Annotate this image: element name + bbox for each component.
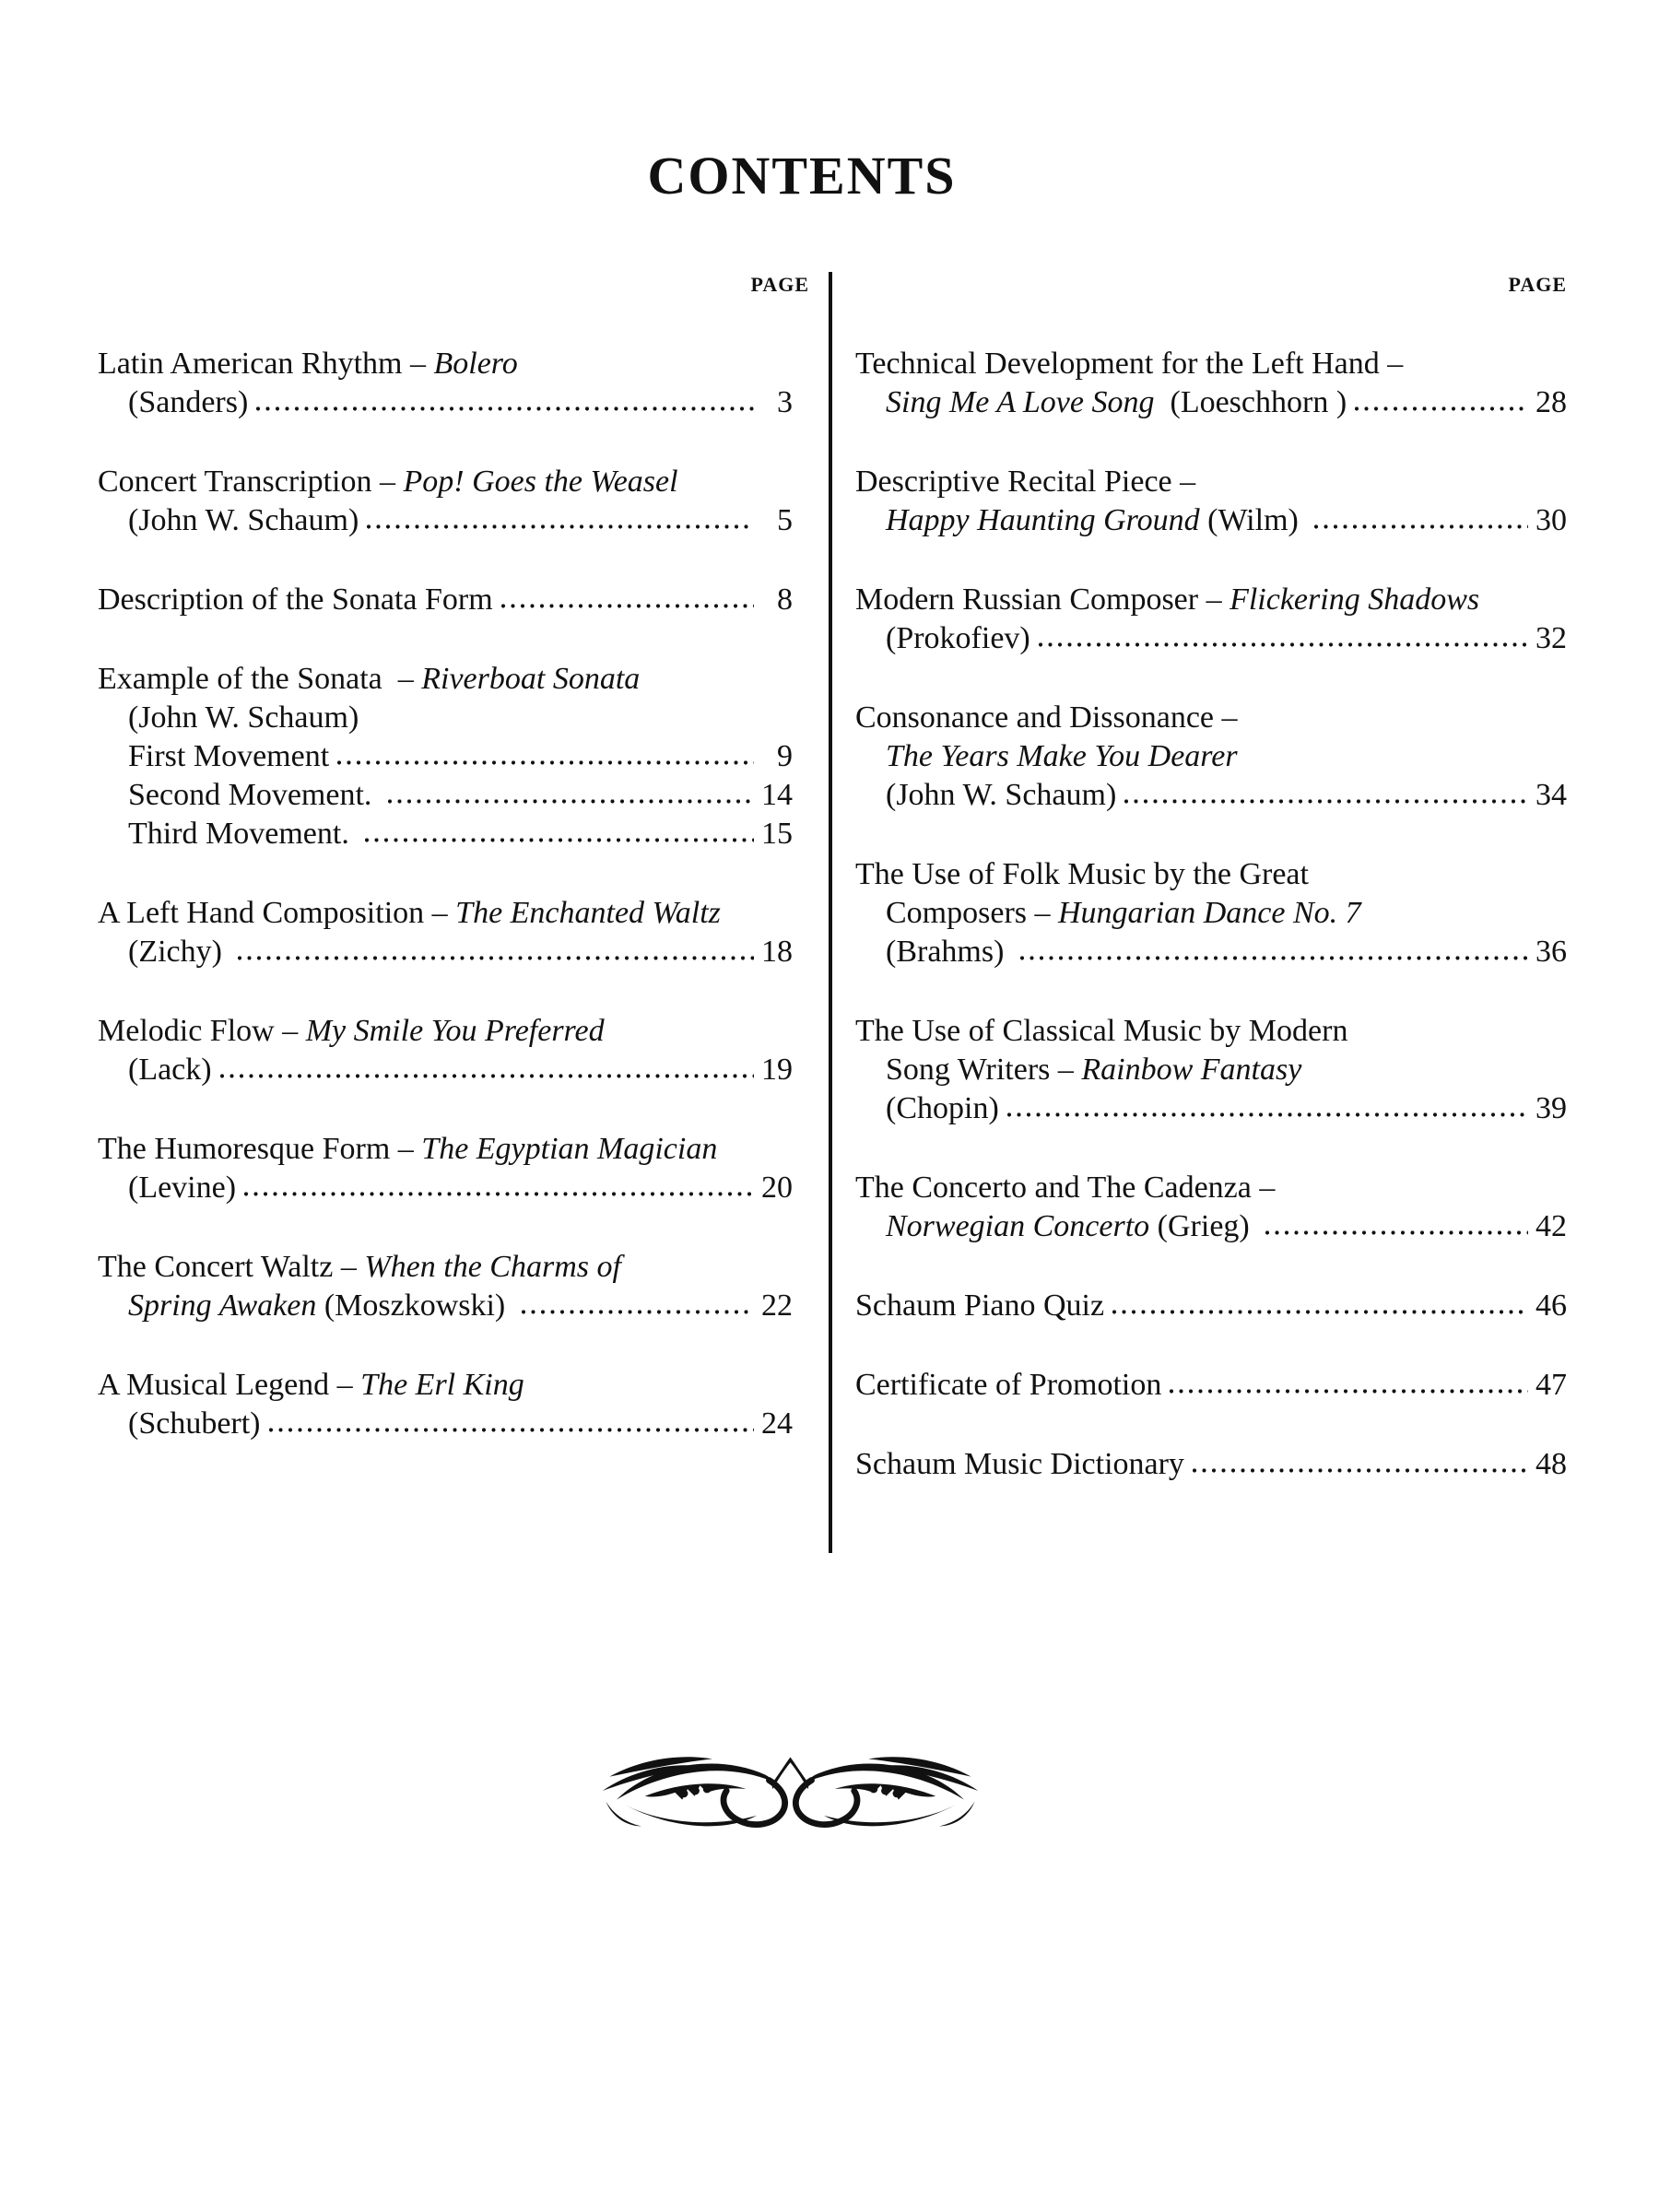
toc-line bbox=[855, 776, 1567, 815]
toc-entry bbox=[98, 1248, 793, 1325]
toc-entry bbox=[855, 345, 1567, 422]
entry-text: (John W. Schaum) bbox=[128, 503, 359, 537]
toc-line bbox=[98, 737, 793, 776]
entry-text: Certificate of Promotion bbox=[855, 1368, 1162, 1402]
entry-text: (John W. Schaum) bbox=[886, 778, 1117, 812]
dot-leader bbox=[1190, 1467, 1528, 1474]
toc-line bbox=[98, 581, 793, 619]
dot-leader bbox=[266, 1427, 754, 1433]
page-number: 48 bbox=[1535, 1447, 1567, 1481]
entry-text: The Concerto and The Cadenza – bbox=[855, 1171, 1276, 1205]
toc-entry bbox=[855, 581, 1567, 658]
piece-title-italic: Norwegian Concerto bbox=[886, 1209, 1150, 1243]
entry-text: Example of the Sonata – bbox=[98, 662, 422, 696]
toc-entry bbox=[98, 581, 793, 619]
dot-leader bbox=[362, 837, 754, 843]
piece-title-italic: Riverboat Sonata bbox=[421, 662, 641, 696]
toc-line bbox=[98, 1405, 793, 1443]
toc-entries-right bbox=[855, 345, 1567, 1484]
piece-title-italic: Rainbow Fantasy bbox=[1081, 1053, 1302, 1087]
entry-text: Composers – bbox=[886, 896, 1058, 930]
piece-title-italic: The Years Make You Dearer bbox=[886, 739, 1238, 773]
toc-line bbox=[98, 699, 793, 737]
calligraphic-flourish-icon bbox=[594, 1745, 986, 1837]
page-number: 36 bbox=[1535, 935, 1567, 969]
toc-line bbox=[855, 1169, 1567, 1207]
entry-text: (Chopin) bbox=[886, 1091, 999, 1125]
toc-line bbox=[855, 1287, 1567, 1325]
entry-text: (Zichy) bbox=[128, 935, 230, 969]
toc-line bbox=[855, 1089, 1567, 1128]
piece-title-italic: Bolero bbox=[433, 347, 518, 381]
dot-leader bbox=[1018, 955, 1528, 961]
page-number: 5 bbox=[777, 503, 793, 537]
toc-entry bbox=[855, 699, 1567, 815]
page-number: 19 bbox=[761, 1053, 793, 1087]
toc-line bbox=[98, 383, 793, 422]
entry-text: Latin American Rhythm – bbox=[98, 347, 434, 381]
entry-text: (Levine) bbox=[128, 1171, 237, 1205]
toc-line bbox=[98, 933, 793, 971]
toc-entry bbox=[98, 660, 793, 853]
toc-entries-left bbox=[98, 345, 793, 1443]
toc-column-left bbox=[98, 273, 809, 1484]
column-divider bbox=[829, 272, 832, 1553]
entry-text: Consonance and Dissonance – bbox=[855, 700, 1238, 735]
dot-leader bbox=[241, 1191, 754, 1197]
toc-line bbox=[98, 1130, 793, 1169]
toc-line bbox=[855, 581, 1567, 619]
toc-line bbox=[98, 501, 793, 540]
toc-line bbox=[855, 345, 1567, 383]
toc-entry bbox=[855, 855, 1567, 971]
page-title: CONTENTS bbox=[647, 146, 957, 206]
piece-title-italic: Flickering Shadows bbox=[1230, 582, 1480, 617]
piece-title-italic: When the Charms of bbox=[364, 1250, 621, 1284]
toc-entry bbox=[855, 1169, 1567, 1246]
entry-text: (Wilm) bbox=[1199, 503, 1307, 537]
toc-line bbox=[98, 776, 793, 815]
dot-leader bbox=[364, 524, 754, 530]
entry-text: Song Writers – bbox=[886, 1053, 1082, 1087]
toc-entry bbox=[855, 463, 1567, 540]
page-number: 46 bbox=[1535, 1288, 1567, 1323]
entry-text: (Brahms) bbox=[886, 935, 1012, 969]
toc-entry bbox=[98, 1366, 793, 1443]
toc-line bbox=[855, 501, 1567, 540]
toc-line bbox=[98, 345, 793, 383]
page-number: 30 bbox=[1535, 503, 1567, 537]
page-number: 42 bbox=[1535, 1209, 1567, 1243]
toc-line bbox=[855, 1445, 1567, 1484]
piece-title-italic: The Egyptian Magician bbox=[421, 1132, 718, 1166]
entry-text: First Movement bbox=[128, 739, 330, 773]
toc-line bbox=[855, 1366, 1567, 1405]
dot-leader bbox=[385, 798, 754, 805]
entry-text: Third Movement. bbox=[128, 817, 358, 851]
page-number: 34 bbox=[1535, 778, 1567, 812]
piece-title-italic: Sing Me A Love Song bbox=[886, 385, 1155, 419]
toc-entry bbox=[98, 1130, 793, 1207]
entry-text: Modern Russian Composer – bbox=[855, 582, 1230, 617]
toc-line bbox=[855, 699, 1567, 737]
page-number: 22 bbox=[761, 1288, 793, 1323]
entry-text: (Schubert) bbox=[128, 1406, 261, 1441]
entry-text: The Concert Waltz – bbox=[98, 1250, 365, 1284]
toc-line bbox=[98, 463, 793, 501]
toc-entry bbox=[855, 1445, 1567, 1484]
entry-text: (Loeschhorn ) bbox=[1154, 385, 1347, 419]
toc-line bbox=[98, 1012, 793, 1051]
dot-leader bbox=[1110, 1309, 1528, 1315]
toc-line bbox=[855, 1207, 1567, 1246]
toc-entry bbox=[98, 1012, 793, 1089]
entry-text: (Lack) bbox=[128, 1053, 212, 1087]
entry-text: (Moszkowski) bbox=[316, 1288, 513, 1323]
piece-title-italic: Pop! Goes the Weasel bbox=[403, 465, 678, 499]
entry-text: A Left Hand Composition – bbox=[98, 896, 456, 930]
toc-line bbox=[98, 1287, 793, 1325]
toc-entry bbox=[98, 345, 793, 422]
toc-line bbox=[98, 894, 793, 933]
toc-entry bbox=[855, 1012, 1567, 1128]
piece-title-italic: Happy Haunting Ground bbox=[886, 503, 1200, 537]
piece-title-italic: My Smile You Preferred bbox=[305, 1014, 605, 1048]
entry-text: Melodic Flow – bbox=[98, 1014, 306, 1048]
entry-text: The Use of Folk Music by the Great bbox=[855, 857, 1309, 891]
dot-leader bbox=[335, 759, 754, 766]
page-number: 18 bbox=[761, 935, 793, 969]
toc-line bbox=[98, 815, 793, 853]
dot-leader bbox=[1312, 524, 1528, 530]
toc-line bbox=[98, 1248, 793, 1287]
page-number: 20 bbox=[761, 1171, 793, 1205]
entry-text: Concert Transcription – bbox=[98, 465, 404, 499]
entry-text: Technical Development for the Left Hand – bbox=[855, 347, 1404, 381]
entry-text: The Humoresque Form – bbox=[98, 1132, 422, 1166]
dot-leader bbox=[519, 1309, 754, 1315]
piece-title-italic: Hungarian Dance No. 7 bbox=[1058, 896, 1361, 930]
toc-entry bbox=[855, 1366, 1567, 1405]
toc-entry bbox=[855, 1287, 1567, 1325]
toc-line bbox=[855, 933, 1567, 971]
entry-text: Second Movement. bbox=[128, 778, 380, 812]
toc-line bbox=[855, 737, 1567, 776]
page-number: 47 bbox=[1535, 1368, 1567, 1402]
entry-text: A Musical Legend – bbox=[98, 1368, 361, 1402]
page-header-label-right: PAGE bbox=[1508, 273, 1567, 296]
page-number: 3 bbox=[777, 385, 793, 419]
dot-leader bbox=[1122, 798, 1528, 805]
entry-text: Schaum Music Dictionary bbox=[855, 1447, 1184, 1481]
page-number: 15 bbox=[761, 817, 793, 851]
toc-line bbox=[98, 660, 793, 699]
entry-text: Descriptive Recital Piece – bbox=[855, 465, 1196, 499]
toc-line bbox=[98, 1366, 793, 1405]
entry-text: (John W. Schaum) bbox=[128, 700, 359, 735]
toc-line bbox=[855, 383, 1567, 422]
toc-line bbox=[98, 1169, 793, 1207]
dot-leader bbox=[253, 406, 754, 412]
entry-text: Description of the Sonata Form bbox=[98, 582, 493, 617]
entry-text: The Use of Classical Music by Modern bbox=[855, 1014, 1348, 1048]
page-header-label-left: PAGE bbox=[750, 273, 809, 296]
dot-leader bbox=[1263, 1230, 1528, 1236]
page-number: 24 bbox=[761, 1406, 793, 1441]
entry-text: (Prokofiev) bbox=[886, 621, 1030, 655]
dot-leader bbox=[218, 1073, 754, 1079]
dot-leader bbox=[1167, 1388, 1528, 1394]
piece-title-italic: The Enchanted Waltz bbox=[455, 896, 721, 930]
toc-line bbox=[855, 855, 1567, 894]
toc-line bbox=[855, 894, 1567, 933]
toc-line bbox=[98, 1051, 793, 1089]
piece-title-italic: The Erl King bbox=[360, 1368, 524, 1402]
entry-text: Schaum Piano Quiz bbox=[855, 1288, 1105, 1323]
dot-leader bbox=[1005, 1112, 1528, 1118]
dot-leader bbox=[499, 603, 754, 609]
toc-line bbox=[855, 463, 1567, 501]
dot-leader bbox=[1352, 406, 1528, 412]
dot-leader bbox=[1036, 641, 1528, 648]
toc-line bbox=[855, 619, 1567, 658]
page-number: 39 bbox=[1535, 1091, 1567, 1125]
entry-text: (Grieg) bbox=[1149, 1209, 1258, 1243]
page-number: 28 bbox=[1535, 385, 1567, 419]
page-number: 9 bbox=[777, 739, 793, 773]
piece-title-italic: Spring Awaken bbox=[128, 1288, 317, 1323]
dot-leader bbox=[235, 955, 754, 961]
page-number: 8 bbox=[777, 582, 793, 617]
page-number: 14 bbox=[761, 778, 793, 812]
toc-line bbox=[855, 1051, 1567, 1089]
toc-entry bbox=[98, 894, 793, 971]
toc-column-right bbox=[855, 273, 1567, 1524]
entry-text: (Sanders) bbox=[128, 385, 249, 419]
page-number: 32 bbox=[1535, 621, 1567, 655]
toc-entry bbox=[98, 463, 793, 540]
toc-line bbox=[855, 1012, 1567, 1051]
